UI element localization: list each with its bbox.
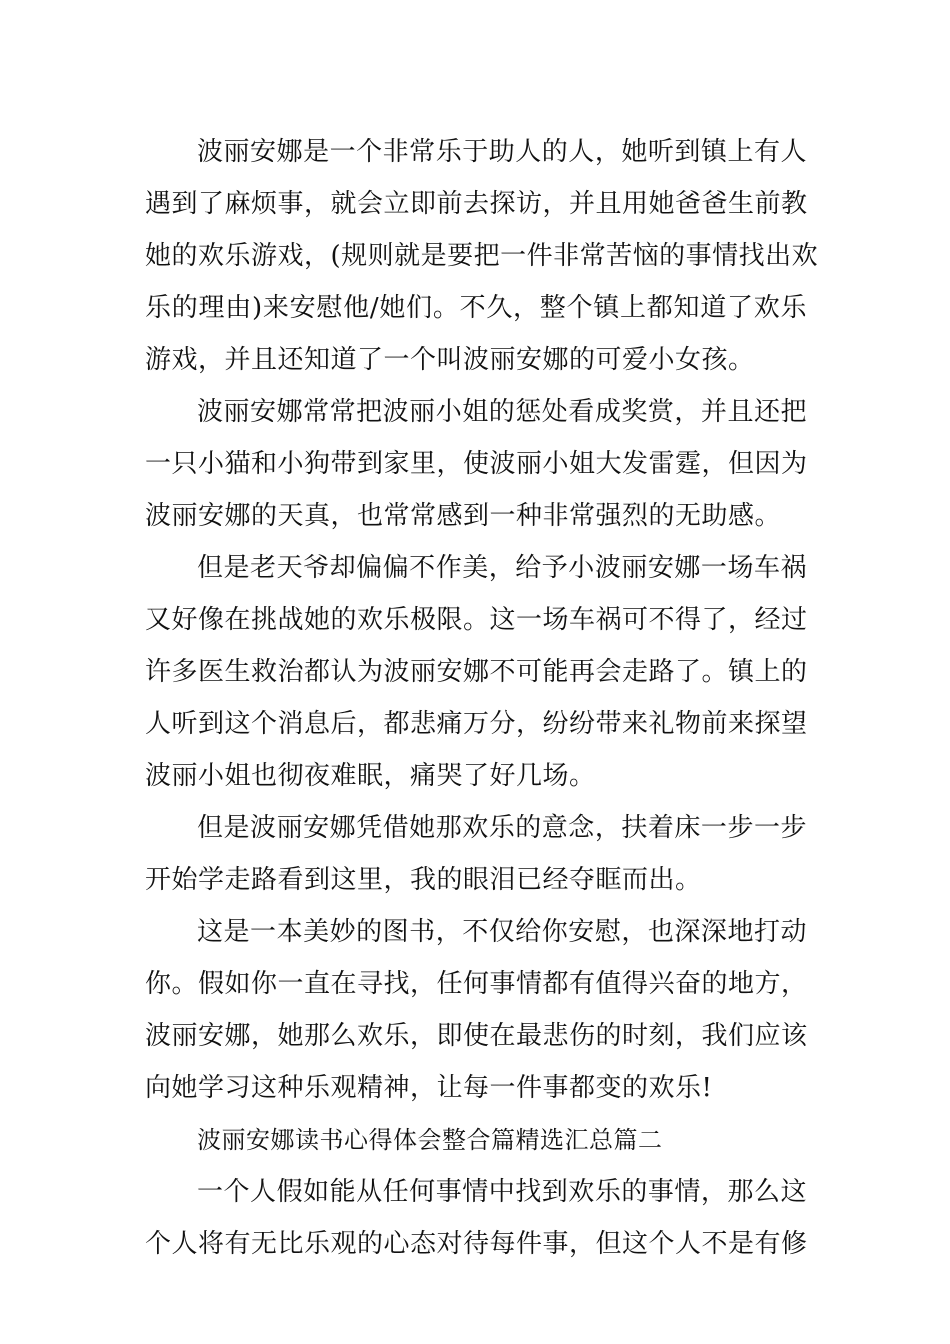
paragraph-line: 又好像在挑战她的欢乐极限。这一场车祸可不得了，经过 [145,605,808,635]
document-text [145,126,819,1270]
section-heading: 波丽安娜读书心得体会整合篇精选汇总篇二 [197,1126,663,1154]
paragraph-line: 一只小猫和小狗带到家里，使波丽小姐大发雷霆，但因为 [145,449,808,479]
paragraph-line: 波丽安娜，她那么欢乐，即使在最悲伤的时刻，我们应该 [145,1021,808,1051]
paragraph-line: 但是老天爷却偏偏不作美，给予小波丽安娜一场车祸 [197,553,807,583]
paragraph-line: 乐的理由)来安慰他/她们。不久，整个镇上都知道了欢乐 [145,293,807,323]
paragraph-line: 遇到了麻烦事，就会立即前去探访，并且用她爸爸生前教 [145,189,808,219]
paragraph-line: 人听到这个消息后，都悲痛万分，纷纷带来礼物前来探望 [145,709,808,739]
paragraph-line: 个人将有无比乐观的心态对待每件事，但这个人不是有修 [145,1229,808,1259]
paragraph-line: 波丽安娜的天真，也常常感到一种非常强烈的无助感。 [145,501,782,531]
paragraph-line: 许多医生救治都认为波丽安娜不可能再会走路了。镇上的 [145,657,808,687]
paragraph-line: 这是一本美妙的图书，不仅给你安慰，也深深地打动 [197,917,807,947]
paragraph-line: 但是波丽安娜凭借她那欢乐的意念，扶着床一步一步 [197,813,807,843]
paragraph-line: 向她学习这种乐观精神，让每一件事都变的欢乐! [145,1073,713,1103]
paragraph-line: 波丽安娜是一个非常乐于助人的人，她听到镇上有人 [197,137,807,167]
paragraph-line: 你。假如你一直在寻找，任何事情都有值得兴奋的地方， [145,969,808,999]
paragraph-line: 她的欢乐游戏，(规则就是要把一件非常苦恼的事情找出欢 [145,241,819,271]
paragraph-line: 开始学走路看到这里，我的眼泪已经夺眶而出。 [145,865,702,895]
paragraph-line: 波丽安娜常常把波丽小姐的惩处看成奖赏，并且还把 [197,397,807,427]
paragraph-line: 波丽小姐也彻夜难眠，痛哭了好几场。 [145,761,596,791]
paragraph-line: 一个人假如能从任何事情中找到欢乐的事情，那么这 [197,1177,807,1207]
paragraph-line: 游戏，并且还知道了一个叫波丽安娜的可爱小女孩。 [145,345,755,375]
